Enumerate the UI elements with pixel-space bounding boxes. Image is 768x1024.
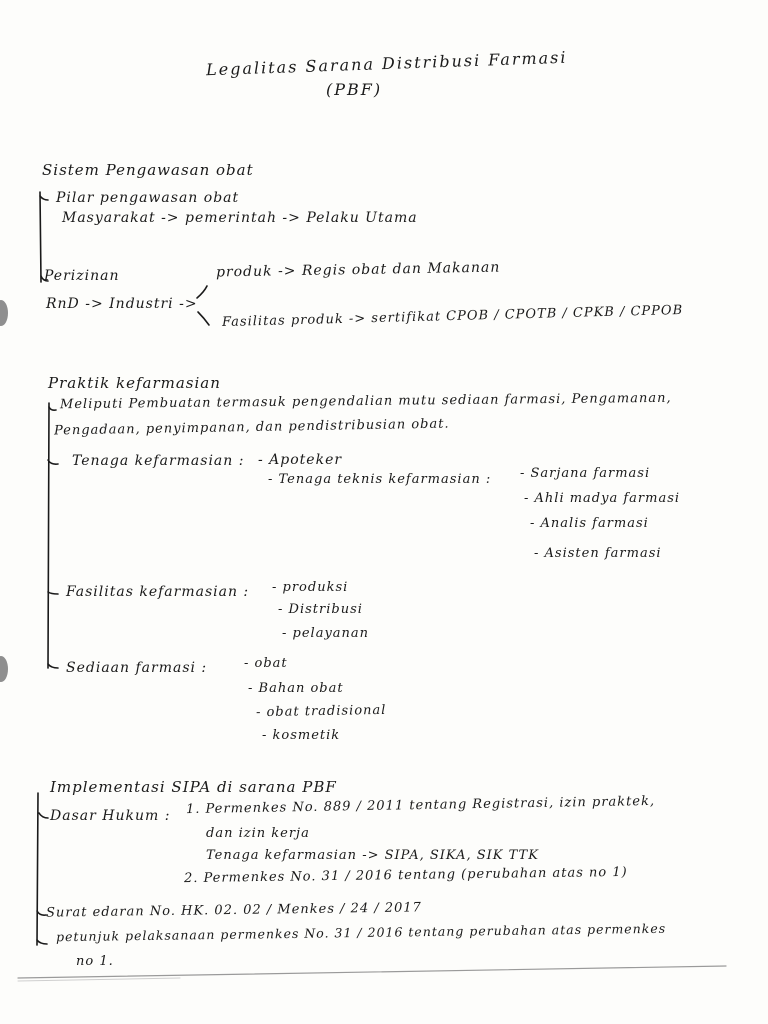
ttk-item-3: - Analis farmasi xyxy=(530,516,649,531)
masyarakat-text: Masyarakat -> pemerintah -> Pelaku Utama xyxy=(62,210,418,226)
fasilitas-kefarmasian-label: Fasilitas kefarmasian : xyxy=(66,584,250,600)
fasilitas-produk-text: Fasilitas produk -> sertifikat CPOB / CPOTB / CPKB / CPPOB xyxy=(221,302,684,331)
ttk-item-4: - Asisten farmasi xyxy=(534,546,662,561)
meliputi-line1: Meliputi Pembuatan termasuk pengendalian mutu sediaan farmasi, Pengamanan, xyxy=(59,390,672,413)
section2-heading: Praktik kefarmasian xyxy=(48,374,221,392)
sediaan-item-1: - obat xyxy=(244,656,288,671)
dasar-hukum-label: Dasar Hukum : xyxy=(50,808,171,824)
punch-hole-bottom xyxy=(0,656,8,682)
hukum-item-1a: 1. Permenkes No. 889 / 2011 tentang Registrasi, izin praktek, xyxy=(185,793,656,818)
fasilitas-item-1: - produksi xyxy=(272,580,349,595)
fasilitas-item-3: - pelayanan xyxy=(282,626,370,641)
page-title: Legalitas Sarana Distribusi Farmasi xyxy=(205,47,568,80)
hukum-item-1b: dan izin kerja xyxy=(206,826,310,841)
section3-heading: Implementasi SIPA di sarana PBF xyxy=(50,778,337,796)
petunjuk-line2: no 1. xyxy=(76,954,114,969)
hukum-item-1c: Tenaga kefarmasian -> SIPA, SIKA, SIK TTK xyxy=(206,848,539,863)
tenaga-label: Tenaga kefarmasian : xyxy=(72,453,245,469)
section1-heading: Sistem Pengawasan obat xyxy=(42,161,254,179)
meliputi-line2: Pengadaan, penyimpanan, dan pendistribusian obat. xyxy=(53,416,450,439)
sediaan-item-4: - kosmetik xyxy=(262,728,341,743)
ttk-item-2: - Ahli madya farmasi xyxy=(524,491,681,506)
surat-edaran-text: Surat edaran No. HK. 02. 02 / Menkes / 24 / 2017 xyxy=(45,900,423,921)
pilar-text: Pilar pengawasan obat xyxy=(56,190,240,206)
petunjuk-line1: petunjuk pelaksanaan permenkes No. 31 / 2016 tentang perubahan atas permenkes xyxy=(55,920,667,945)
sediaan-item-2: - Bahan obat xyxy=(248,681,344,696)
ttk-label: - Tenaga teknis kefarmasian : xyxy=(268,472,492,487)
sediaan-label: Sediaan farmasi : xyxy=(66,660,208,676)
rnd-text: RnD -> Industri -> xyxy=(46,296,198,312)
produk-text: produk -> Regis obat dan Makanan xyxy=(215,259,501,281)
punch-hole-top xyxy=(0,300,8,326)
ttk-item-1: - Sarjana farmasi xyxy=(520,466,651,481)
fasilitas-item-2: - Distribusi xyxy=(278,602,363,617)
page-subtitle: (PBF) xyxy=(326,80,383,99)
perizinan-text: Perizinan xyxy=(44,268,120,284)
hukum-item-2: 2. Permenkes No. 31 / 2016 tentang (perubahan atas no 1) xyxy=(183,864,628,887)
apoteker-item: - Apoteker xyxy=(258,452,343,468)
sediaan-item-3: - obat tradisional xyxy=(255,702,387,721)
